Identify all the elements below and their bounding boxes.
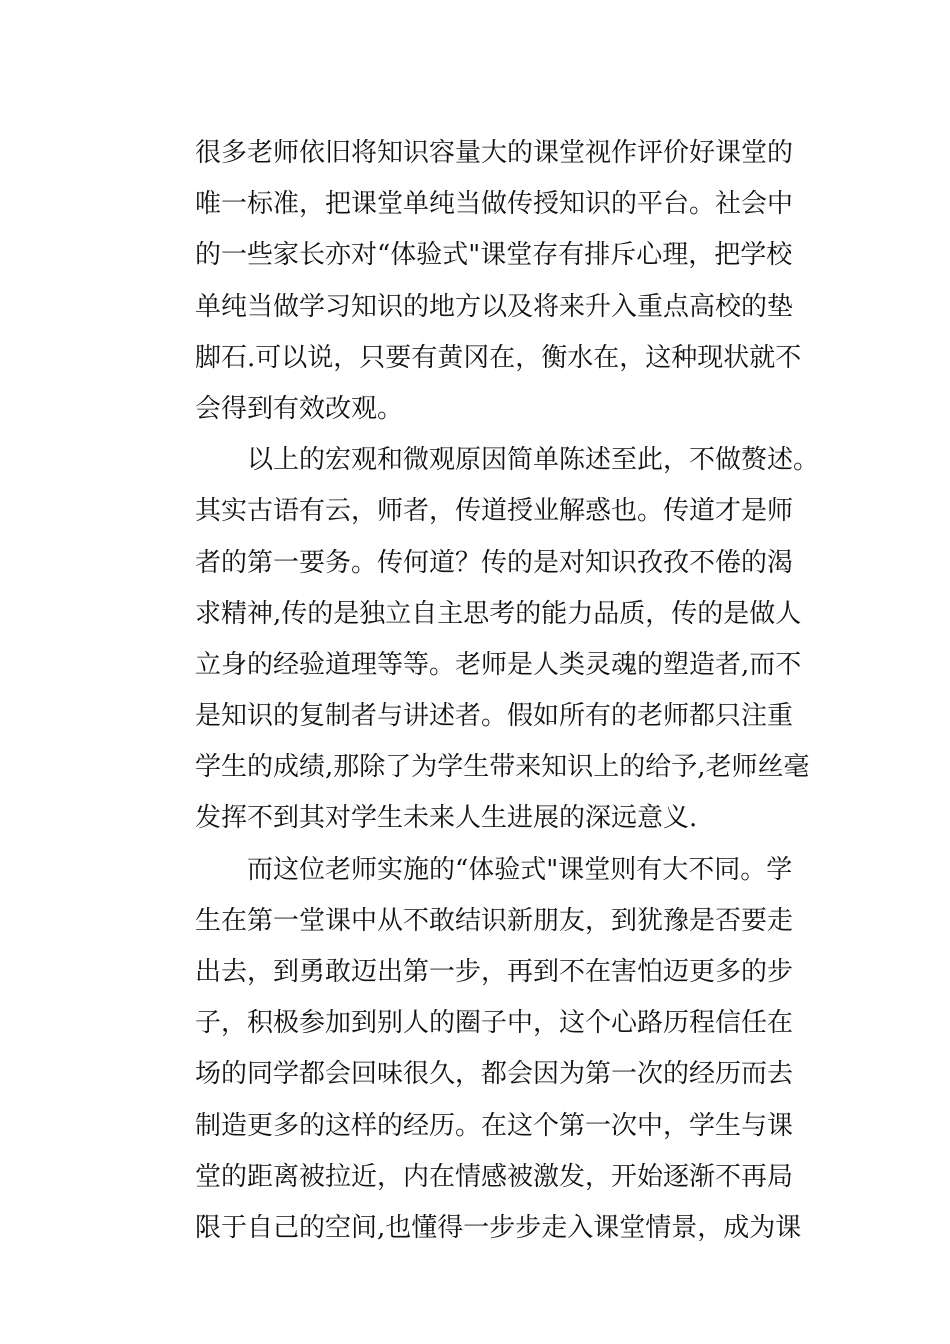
text-line: 很多老师依旧将知识容量大的课堂视作评价好课堂的 xyxy=(195,138,794,168)
text-line: 会得到有效改观。 xyxy=(195,393,404,424)
text-line: 其实古语有云，师者，传道授业解惑也。传道才是师 xyxy=(195,496,794,527)
text-line: 发挥不到其对学生未来人生进展的深远意义. xyxy=(195,803,698,834)
text-line: 是知识的复制者与讲述者。假如所有的老师都只注重 xyxy=(195,701,794,732)
text-line: 限于自己的空间,也懂得一步步走入课堂情景，成为课 xyxy=(195,1212,802,1243)
text-line: 子，积极参加到别人的圈子中，这个心路历程信任在 xyxy=(195,1008,794,1039)
paragraph-start-line: 以上的宏观和微观原因简单陈述至此，不做赘述。 xyxy=(195,445,820,476)
text-line: 脚石.可以说，只要有黄冈在，衡水在，这种现状就不 xyxy=(195,342,802,373)
text-line: 的一些家长亦对“体验式"课堂存有排斥心理，把学校 xyxy=(195,240,793,271)
text-line: 制造更多的这样的经历。在这个第一次中，学生与课 xyxy=(195,1110,794,1141)
text-line: 唯一标准，把课堂单纯当做传授知识的平台。社会中 xyxy=(195,189,794,220)
text-line: 场的同学都会回味很久，都会因为第一次的经历而去 xyxy=(195,1059,794,1090)
text-line: 堂的距离被拉近，内在情感被激发，开始逐渐不再局 xyxy=(195,1161,794,1192)
paragraph-start-line: 而这位老师实施的“体验式"课堂则有大不同。学 xyxy=(195,854,793,885)
text-line: 立身的经验道理等等。老师是人类灵魂的塑造者,而不 xyxy=(195,649,802,680)
text-line: 求精神,传的是独立自主思考的能力品质，传的是做人 xyxy=(195,598,802,629)
text-line: 生在第一堂课中从不敢结识新朋友，到犹豫是否要走 xyxy=(195,905,794,936)
document-body xyxy=(195,128,820,1254)
text-line: 者的第一要务。传何道？传的是对知识孜孜不倦的渴 xyxy=(195,547,794,578)
text-line: 出去，到勇敢迈出第一步，再到不在害怕迈更多的步 xyxy=(195,957,794,987)
text-line: 单纯当做学习知识的地方以及将来升入重点高校的垫 xyxy=(195,291,794,322)
text-line: 学生的成绩,那除了为学生带来知识上的给予,老师丝毫 xyxy=(195,752,810,783)
